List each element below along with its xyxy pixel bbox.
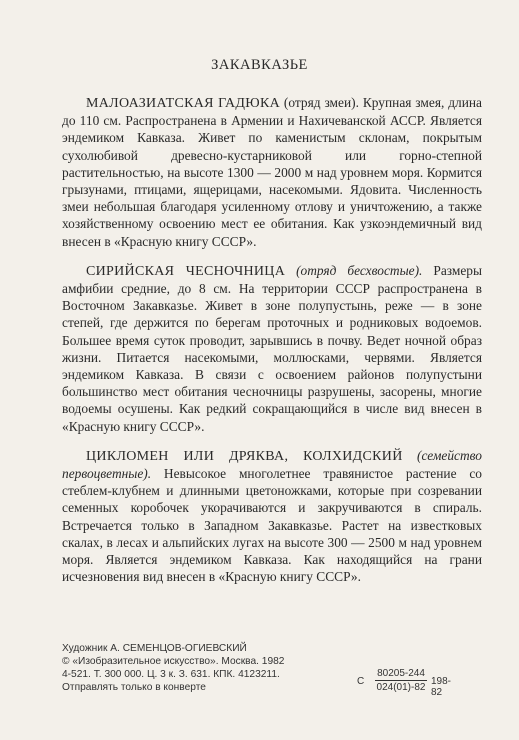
entry-subtitle: (отряд змеи).	[283, 95, 359, 110]
index-fraction	[375, 668, 427, 693]
index-letter: С	[357, 676, 365, 687]
entry-spadefoot	[62, 262, 482, 435]
index-numerator: 80205-244	[375, 668, 427, 681]
entry-title: МАЛОАЗИАТСКАЯ ГАДЮКА	[86, 96, 281, 111]
entry-subtitle: (отряд бесхвостые).	[296, 262, 423, 278]
entry-text: Крупная змея, длина до 110 см. Распространена в Армении и Нахичеванской АССР. Является эндемиком Кавказа. Живет по каменистым склонам, покрытым сухолюбивой древесно-кустарниковой или горно-степной растительностью, на высоте 1300 — 2000 м над уровнем моря. Кормится грызунами, птицами, ящерицами, насекомыми. Ядовита. Численность змеи небольшая благодаря усиленному отлову и уничтожению, а также хозяйственному освоению мест ее обитания. Как узкоэндемичный вид внесен в «Красную книгу СССР».	[62, 95, 482, 249]
entry-title: СИРИЙСКАЯ ЧЕСНОЧНИЦА	[86, 263, 286, 279]
entry-cyclamen	[62, 447, 482, 586]
index-denominator: 024(01)-82	[376, 682, 426, 693]
imprint-note: Отправлять только в конверте	[62, 682, 206, 693]
article-body	[62, 94, 482, 597]
imprint-artist: Художник А. СЕМЕНЦОВ-ОГИЕВСКИЙ	[62, 643, 247, 654]
imprint-publisher: © «Изобразительное искусство». Москва. 1982	[62, 656, 285, 667]
index-suffix: 198-82	[431, 676, 452, 698]
entry-text: Размеры амфибии средние, до 8 см. На территории СССР распространена в Восточном Закавказье. Живет в зоне полупустынь, реже — в зоне степей, где держится по берегам проточных и родниковых водоемов. Большее время суток проводит, зарывшись в почву. Ведет ночной образ жизни. Питается насекомыми, моллюсками, червями. Является эндемиком Кавказа. В связи с освоением районов полупустыни большинство мест обитания чесночницы разрушены, засорены, многие водоемы осушены. Как редкий сокращающийся в числе вид внесен в «Красную книгу СССР».	[62, 262, 482, 434]
imprint-codes: 4-521. Т. 300 000. Ц. 3 к. З. 631. КПК. 4123211.	[62, 669, 280, 680]
entry-viper	[62, 94, 482, 250]
entry-subtitle: (семейство первоцветные).	[62, 447, 482, 482]
imprint-block	[62, 642, 284, 694]
entry-title: ЦИКЛОМЕН ИЛИ ДРЯКВА, КОЛХИДСКИЙ	[86, 448, 403, 464]
page-heading: ЗАКАВКАЗЬЕ	[211, 57, 308, 73]
entry-text: Невысокое многолетнее травянистое растение со стеблем-клубнем и длинными цветоножками, которые при созревании семенных коробочек укорачиваются и закручиваются в спираль. Встречается только в Западном Закавказье. Растет на известковых скалах, в лесах и альпийских лугах на высоте 300 — 2500 м над уровнем моря. Является эндемиком Кавказа. Как находящийся на грани исчезновения вид внесен в «Красную книгу СССР».	[62, 466, 482, 585]
